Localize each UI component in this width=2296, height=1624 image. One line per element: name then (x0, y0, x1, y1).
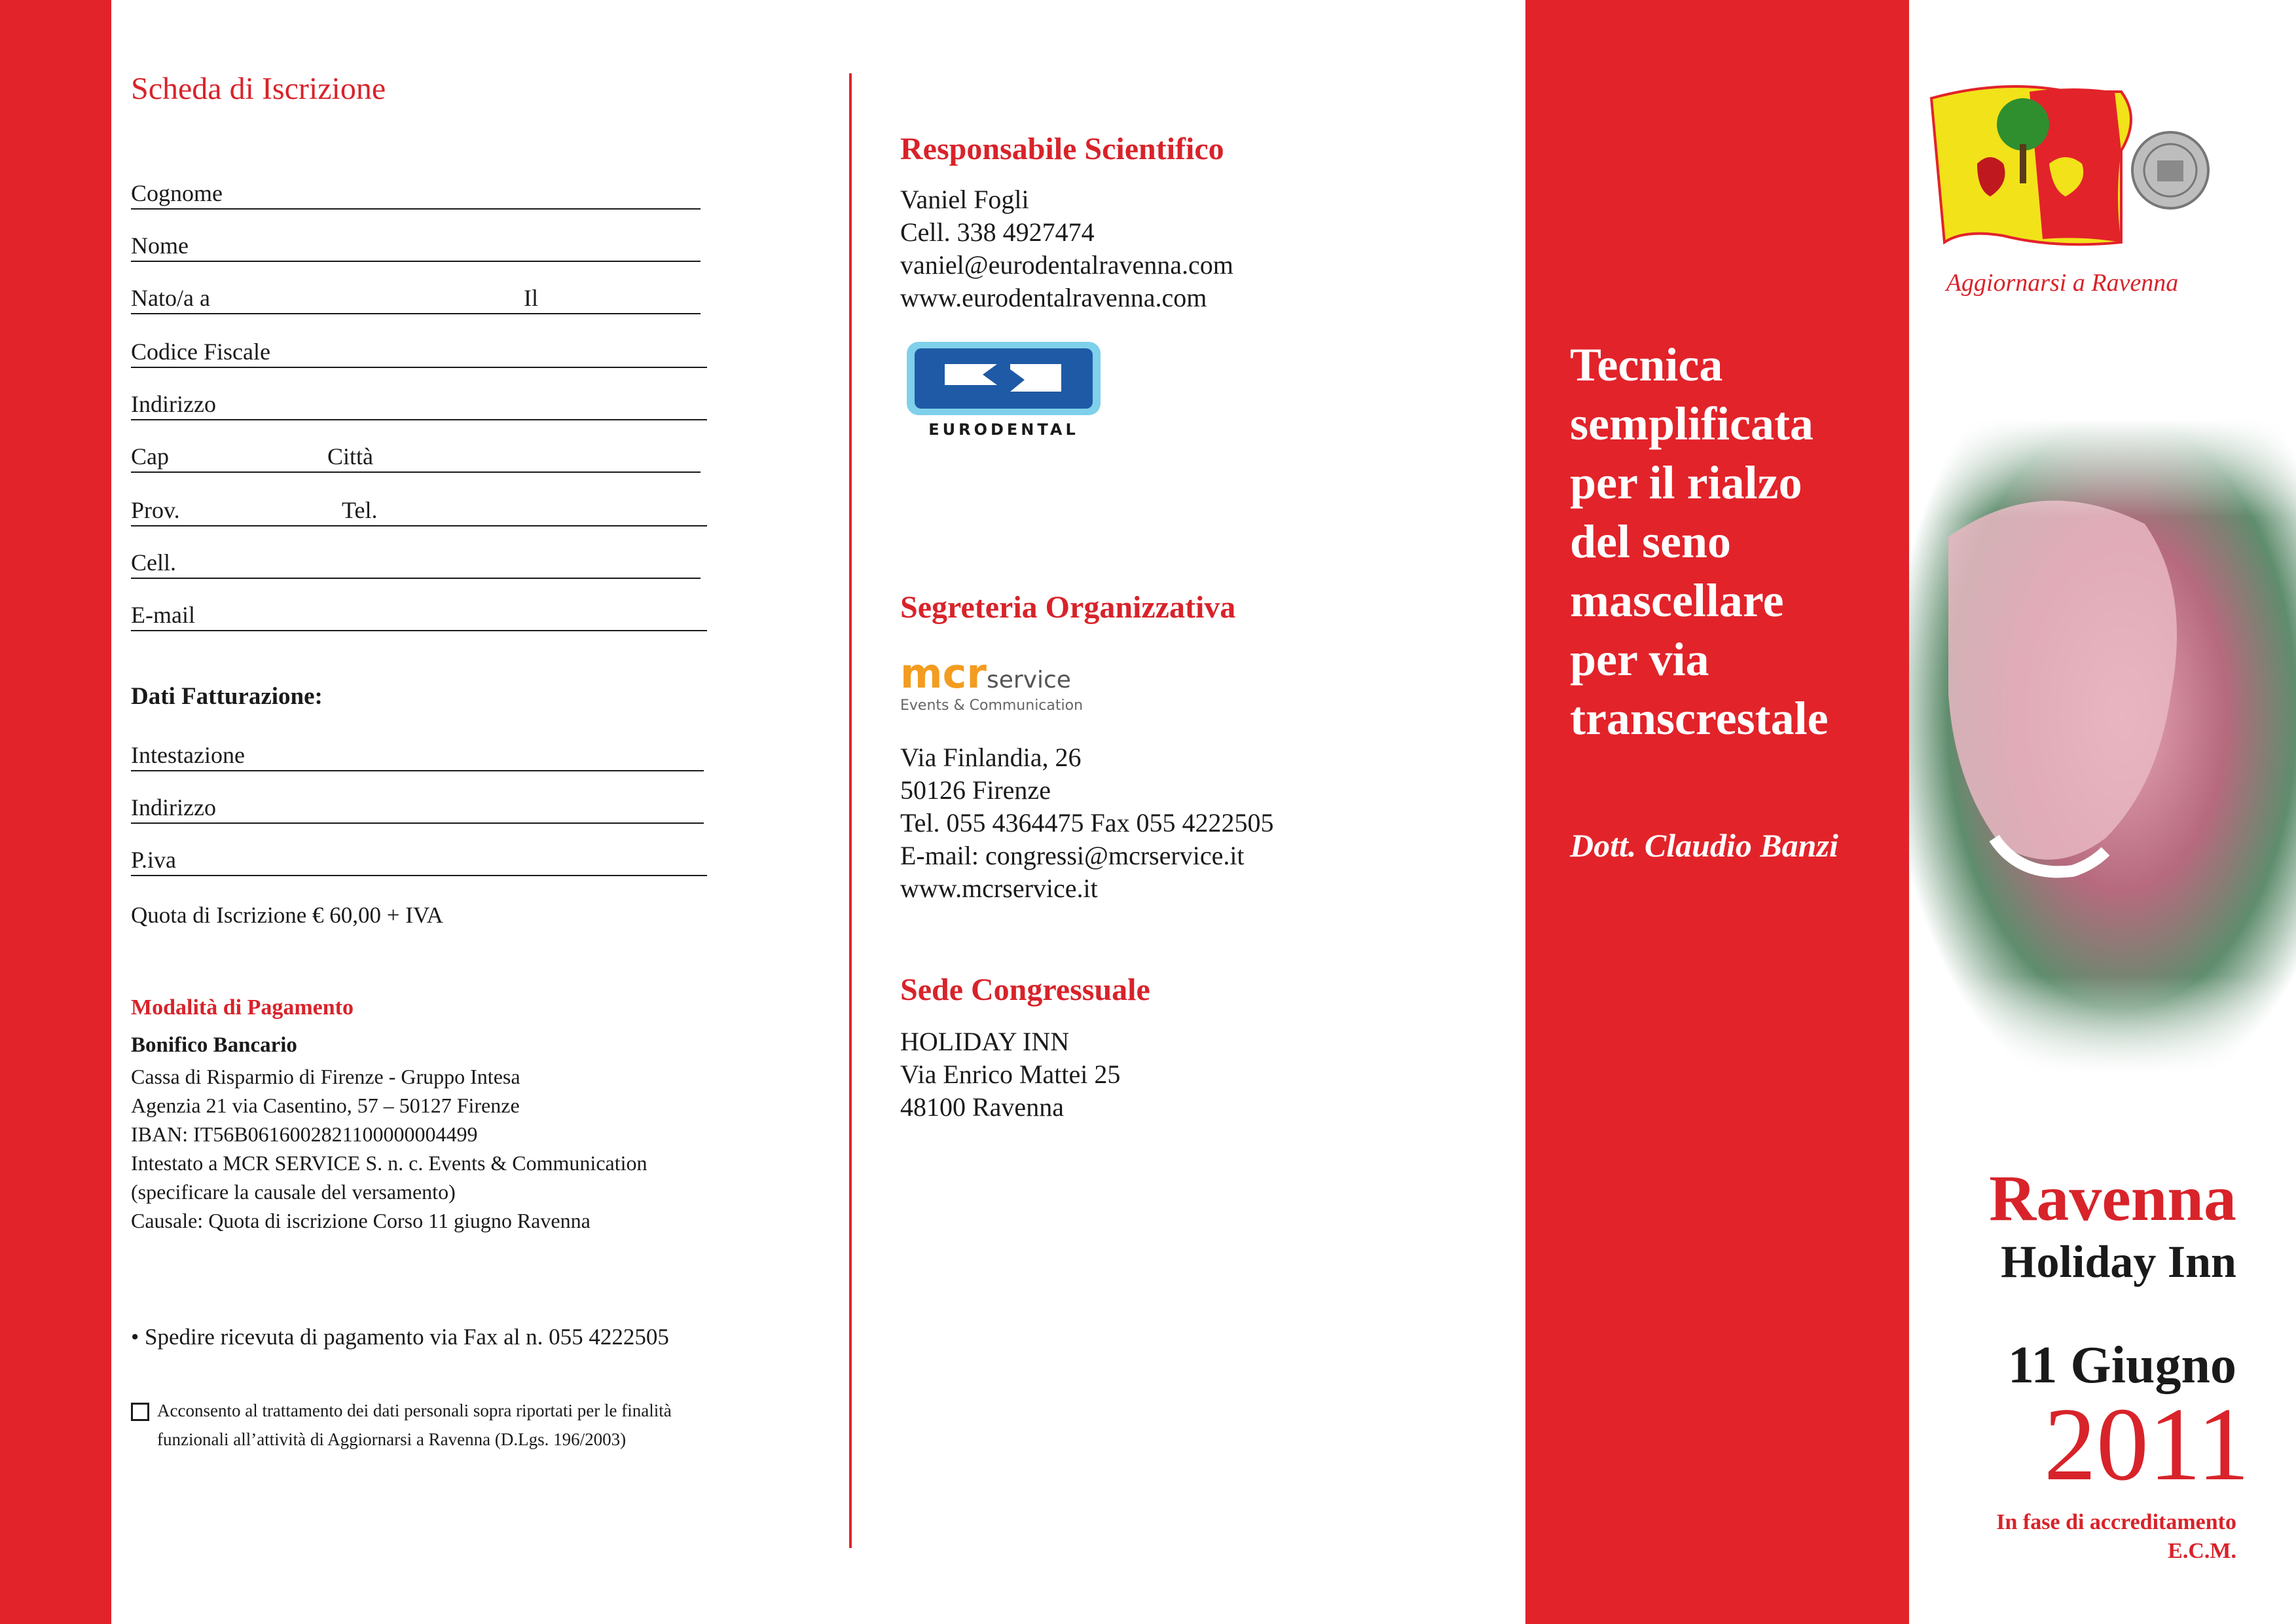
mcr-service-logo (900, 650, 1097, 722)
consent-line: funzionali all’attività di Aggiornarsi a Ravenna (D.Lgs. 196/2003) (157, 1430, 627, 1449)
contact-line: 50126 Firenze (900, 775, 1051, 805)
payment-line: (specificare la causale del versamento) (131, 1180, 456, 1204)
contact-line: Tel. 055 4364475 Fax 055 4222505 (900, 808, 1274, 838)
contact-line: Vaniel Fogli (900, 185, 1029, 214)
payment-details (131, 1062, 647, 1235)
accreditation-line-1: In fase di accreditamento (1996, 1510, 2236, 1534)
field-underline (131, 367, 707, 368)
field-email[interactable] (131, 597, 707, 631)
portrait-photo (1909, 419, 2296, 1074)
payment-line: Cassa di Risparmio di Firenze - Gruppo Intesa (131, 1065, 520, 1088)
portrait-fade (1909, 419, 2296, 1074)
contact-line: Via Finlandia, 26 (900, 743, 1082, 772)
venue-section-details (900, 1025, 1120, 1124)
consent-checkbox[interactable] (131, 1403, 149, 1421)
course-title-line: mascellare (1570, 574, 1784, 627)
field-underline (131, 578, 701, 579)
registration-fee: Quota di Iscrizione € 60,00 + IVA (131, 902, 443, 928)
payment-line: Agenzia 21 via Casentino, 57 – 50127 Firenze (131, 1094, 520, 1117)
mcr-logo-main: mcr (900, 650, 987, 697)
cover-venue: Holiday Inn (2001, 1237, 2236, 1287)
cover-year: 2011 (2043, 1386, 2250, 1502)
field-nato[interactable] (131, 280, 707, 314)
contact-line: Cell. 338 4927474 (900, 217, 1095, 247)
field-label: Cognome (131, 180, 223, 206)
form-title: Scheda di Iscrizione (131, 71, 386, 106)
course-title-line: transcrestale (1570, 692, 1829, 745)
field-nome[interactable] (131, 228, 707, 262)
eurodental-logo-core (915, 348, 1093, 409)
venue-line: 48100 Ravenna (900, 1092, 1064, 1122)
field-underline (131, 630, 707, 631)
field-label: Codice Fiscale (131, 339, 270, 365)
field-cell[interactable] (131, 545, 707, 579)
venue-line: Via Enrico Mattei 25 (900, 1060, 1121, 1089)
tree-icon (1997, 98, 2049, 151)
venue-line: HOLIDAY INN (900, 1027, 1070, 1056)
eurodental-logo-text: EURODENTAL (928, 420, 1079, 439)
seal-building-icon (2157, 160, 2183, 181)
field-underline (131, 471, 701, 473)
field-billing-indirizzo[interactable] (131, 790, 707, 824)
mcr-logo-service: service (987, 667, 1071, 693)
tagline: Aggiornarsi a Ravenna (1946, 269, 2179, 297)
field-label: Indirizzo (131, 794, 216, 821)
field-label: Indirizzo (131, 391, 216, 417)
payment-title: Modalità di Pagamento (131, 995, 354, 1020)
scientific-title: Responsabile Scientifico (900, 132, 1224, 166)
payment-line: Causale: Quota di iscrizione Corso 11 giugno Ravenna (131, 1209, 591, 1232)
left-red-bar (0, 0, 111, 1624)
tree-trunk-icon (2020, 144, 2026, 183)
field-label: Intestazione (131, 742, 245, 768)
field-label: Cell. (131, 549, 176, 576)
consent-text (157, 1396, 746, 1454)
field-label: Cap (131, 443, 169, 470)
column-divider (849, 73, 852, 1548)
field-underline (131, 525, 707, 526)
field-label: P.iva (131, 847, 177, 873)
field-indirizzo[interactable] (131, 386, 707, 420)
contact-line: vaniel@eurodentalravenna.com (900, 250, 1233, 280)
mcr-logo-sub: Events & Communication (900, 697, 1084, 714)
field-underline (131, 208, 701, 210)
field-underline (131, 770, 704, 771)
payment-method: Bonifico Bancario (131, 1033, 297, 1057)
scientific-details (900, 183, 1233, 314)
ravenna-flag-logo (1925, 79, 2213, 249)
course-title-line: per via (1570, 633, 1709, 686)
organization-details (900, 741, 1274, 905)
field-cognome[interactable] (131, 175, 707, 210)
course-title-line: Tecnica (1570, 339, 1723, 391)
billing-title: Dati Fatturazione: (131, 683, 323, 710)
contact-line: www.eurodentalravenna.com (900, 283, 1207, 312)
course-title-line: per il rialzo (1570, 456, 1802, 509)
title-red-panel (1525, 0, 1909, 1624)
contact-line: E-mail: congressi@mcrservice.it (900, 841, 1245, 870)
field-codice-fiscale[interactable] (131, 334, 707, 368)
field-underline (131, 313, 701, 314)
venue-section-title: Sede Congressuale (900, 972, 1150, 1007)
field-label: Prov. (131, 497, 180, 523)
organization-title: Segreteria Organizzativa (900, 590, 1236, 625)
eurodental-logo (905, 341, 1102, 439)
cover-city: Ravenna (1989, 1162, 2236, 1234)
course-title (1570, 335, 1910, 748)
speaker-name: Dott. Claudio Banzi (1570, 827, 1838, 864)
field-piva[interactable] (131, 842, 707, 876)
payment-line: IBAN: IT56B0616002821100000004499 (131, 1122, 478, 1146)
field-underline (131, 419, 707, 420)
field-cap-citta[interactable] (131, 439, 707, 473)
course-title-line: semplificata (1570, 397, 1813, 450)
fax-note: • Spedire ricevuta di pagamento via Fax al n. 055 4222505 (131, 1324, 669, 1350)
field-label: Nome (131, 232, 189, 259)
field-label-citta: Città (327, 443, 373, 470)
field-label: Nato/a a (131, 285, 210, 311)
field-underline (131, 822, 704, 824)
field-label-il: Il (524, 285, 538, 311)
accreditation-line-2: E.C.M. (2168, 1539, 2236, 1563)
field-label-tel: Tel. (342, 497, 378, 523)
payment-line: Intestato a MCR SERVICE S. n. c. Events & Communication (131, 1151, 647, 1175)
field-underline (131, 261, 701, 262)
field-underline (131, 875, 707, 876)
field-intestazione[interactable] (131, 737, 707, 771)
field-prov-tel[interactable] (131, 492, 707, 526)
consent-line: Acconsento al trattamento dei dati personali sopra riportati per le finalità (157, 1401, 672, 1420)
contact-line: www.mcrservice.it (900, 874, 1098, 903)
field-label: E-mail (131, 602, 195, 628)
course-title-line: del seno (1570, 515, 1732, 568)
cover-date: 11 Giugno (2007, 1337, 2236, 1394)
